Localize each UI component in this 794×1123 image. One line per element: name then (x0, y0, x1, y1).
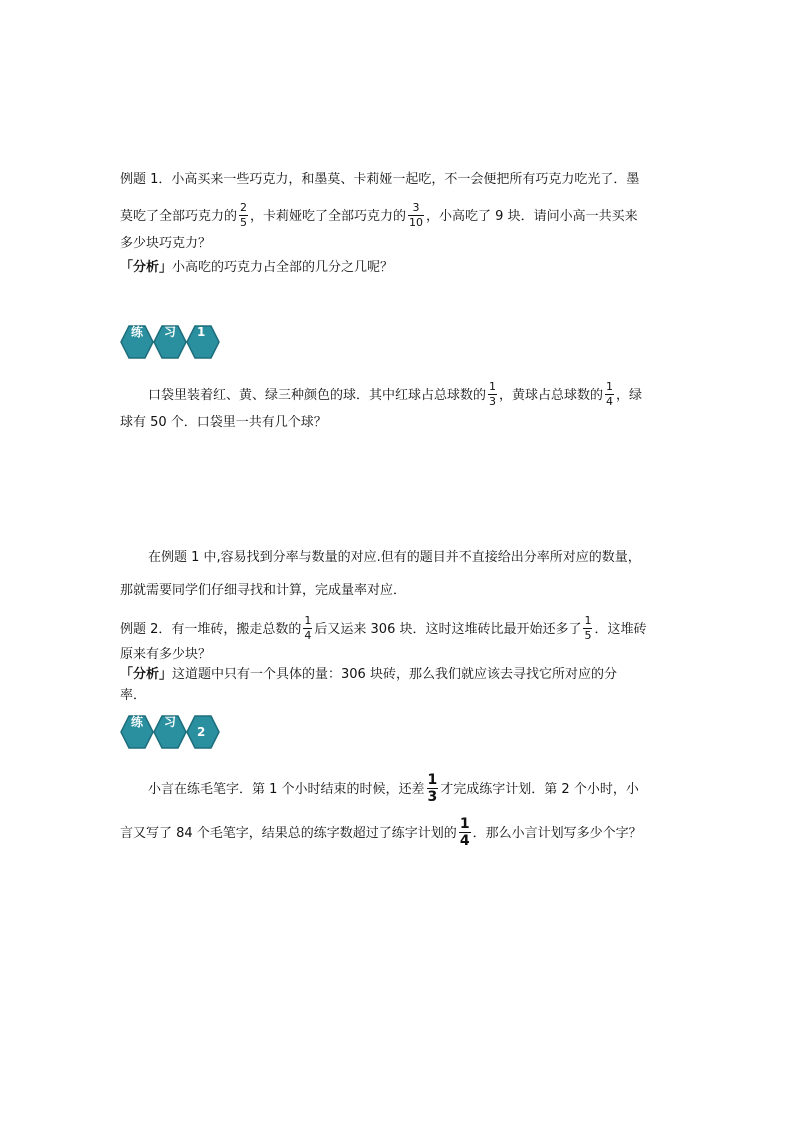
badge-number: 1 (197, 325, 206, 339)
analysis-text: 小高吃的巧克力占全部的几分之几呢？ (172, 260, 394, 275)
badge-char: 习 (164, 325, 177, 339)
practice2-line2 (120, 818, 642, 849)
denominator: 5 (240, 216, 248, 229)
text-segment: 言又写了 84 个毛笔字，结果总的练字数超过了练字计划的 (120, 826, 457, 841)
numerator: 1 (427, 772, 438, 788)
example1-analysis (120, 260, 393, 276)
example2-analysis-line2: 率． (120, 688, 147, 703)
example2-analysis-line1 (120, 667, 617, 683)
analysis-tag: 「分析」 (120, 667, 173, 682)
example2-line1 (120, 616, 647, 643)
text-segment: ，黄球占总球数的 (499, 388, 604, 403)
fraction (605, 381, 614, 408)
practice1-badge (120, 322, 220, 366)
fraction (488, 381, 497, 408)
analysis-text: 这道题中只有一个具体的量：306 块砖，那么我们就应该去寻找它所对应的分 (172, 667, 617, 682)
example1-line3: 多少块巧克力？ (120, 236, 212, 251)
text-segment: ．这堆砖 (594, 622, 647, 637)
numerator: 1 (606, 380, 614, 393)
badge-char: 习 (164, 715, 177, 729)
denominator: 4 (606, 395, 614, 408)
badge-number: 2 (197, 725, 206, 739)
text-segment: 才完成练字计划．第 2 个小时，小 (440, 782, 639, 797)
denominator: 4 (304, 629, 312, 642)
numerator: 1 (304, 614, 312, 627)
text-segment: ，绿 (616, 388, 643, 403)
text-segment: 后又运来 306 块．这时这堆砖比最开始还多了 (314, 622, 582, 637)
fraction (427, 773, 439, 804)
fraction (408, 202, 424, 229)
text-segment: 例题 2．有一堆砖，搬走总数的 (120, 622, 302, 637)
practice1-line1 (148, 382, 642, 409)
practice2-badge (120, 712, 220, 756)
fraction (239, 202, 248, 229)
denominator: 3 (427, 789, 438, 805)
transition-line2: 那就需要同学们仔细寻找和计算，完成量率对应． (120, 583, 407, 598)
numerator: 1 (459, 816, 470, 832)
text-segment: ．那么小言计划写多少个字？ (472, 826, 642, 841)
denominator: 3 (489, 395, 497, 408)
practice2-line1 (148, 774, 639, 805)
denominator: 10 (409, 216, 424, 229)
text-segment: 口袋里装着红、黄、绿三种颜色的球．其中红球占总球数的 (148, 388, 487, 403)
text-segment: 小言在练毛笔字．第 1 个小时结束的时候，还差 (148, 782, 425, 797)
badge-char: 练 (131, 715, 144, 729)
denominator: 4 (459, 833, 470, 849)
analysis-tag: 「分析」 (120, 260, 173, 275)
example2-line2: 原来有多少块？ (120, 647, 212, 662)
text-segment: ，小高吃了 9 块．请问小高一共买来 (426, 209, 638, 224)
fraction (303, 615, 312, 642)
badge-char: 练 (131, 325, 144, 339)
numerator: 2 (240, 201, 248, 214)
transition-line1: 在例题 1 中,容易找到分率与数量的对应.但有的题目并不直接给出分率所对应的数量， (148, 550, 641, 565)
text-segment: 莫吃了全部巧克力的 (120, 209, 238, 224)
denominator: 5 (584, 629, 592, 642)
example1-line1: 例题 1．小高买来一些巧克力，和墨莫、卡莉娅一起吃，不一会便把所有巧克力吃光了．墨 (120, 172, 640, 187)
text-segment: ，卡莉娅吃了全部巧克力的 (250, 209, 407, 224)
fraction (583, 615, 592, 642)
fraction (459, 817, 471, 848)
numerator: 3 (412, 201, 420, 214)
numerator: 1 (584, 614, 592, 627)
numerator: 1 (489, 380, 497, 393)
practice1-line2: 球有 50 个．口袋里一共有几个球？ (120, 415, 327, 430)
example1-line2 (120, 203, 638, 230)
